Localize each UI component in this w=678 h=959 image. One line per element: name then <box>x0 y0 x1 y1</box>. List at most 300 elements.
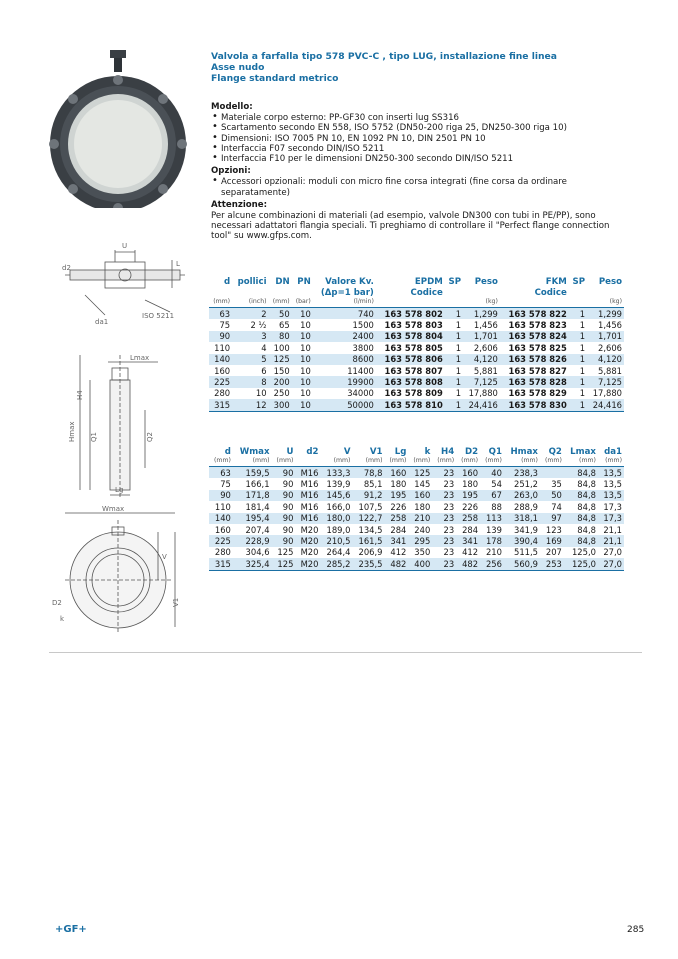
table-cell: 17,880 <box>592 388 622 399</box>
front-view-drawing <box>50 505 190 635</box>
table-cell: 253 <box>540 558 564 570</box>
table-cell: 24,416 <box>587 399 624 411</box>
table-cell: 54 <box>491 479 502 490</box>
table-cell: 3 <box>232 331 268 342</box>
table-cell: 7,125 <box>463 376 500 387</box>
table-cell <box>540 467 564 479</box>
table-cell: 1 <box>579 388 586 399</box>
table-cell: 264,4 <box>326 547 351 558</box>
column-unit: (mm) <box>485 457 502 464</box>
table-cell: 163 578 828 <box>500 376 569 387</box>
table-cell: 13,5 <box>603 479 622 490</box>
column-header: Lmax <box>570 446 596 457</box>
table-cell: 75 <box>220 479 231 490</box>
column-header: d2 <box>306 446 319 457</box>
table-cell: 7,125 <box>587 376 624 387</box>
table-cell: 341,9 <box>514 524 538 535</box>
table-cell: 17,880 <box>468 388 498 399</box>
column-header: Q1 <box>488 446 502 457</box>
table-cell: 256 <box>480 558 504 570</box>
table-cell: 27,0 <box>603 547 622 558</box>
table-cell: 163 578 802 <box>376 308 445 320</box>
table-cell: 21,1 <box>603 524 622 535</box>
table-cell: 318,1 <box>504 513 540 524</box>
table-cell: 180 <box>390 479 407 490</box>
table-row <box>209 467 624 479</box>
table-cell: 90 <box>282 479 294 490</box>
column-header: Wmax <box>239 446 270 457</box>
table-cell: 341 <box>385 535 409 546</box>
table-cell: 2,606 <box>473 342 498 353</box>
column-unit: (kg) <box>485 298 498 305</box>
table-cell: 90 <box>272 535 296 546</box>
table-cell: 34000 <box>347 388 374 399</box>
column-unit: (mm) <box>437 457 455 464</box>
drawing-label-v1: V1 <box>172 597 180 607</box>
table-cell: 325,4 <box>233 558 272 570</box>
table-cell: 123 <box>545 524 562 535</box>
table-cell: 159,5 <box>233 467 272 479</box>
table-cell: 5,881 <box>598 365 622 376</box>
column-unit: (mm) <box>276 457 294 464</box>
table-row <box>209 490 624 501</box>
table-cell: 8600 <box>313 354 376 365</box>
drawing-label-q2: Q2 <box>146 432 154 442</box>
table-cell: 195,4 <box>233 513 272 524</box>
table-cell: 125 <box>269 354 292 365</box>
table-cell: 1 <box>455 388 462 399</box>
table-cell: 85,1 <box>363 479 383 490</box>
table-cell: 226 <box>462 501 479 512</box>
table-cell: 2 <box>232 308 268 320</box>
table-cell: 23 <box>443 524 455 535</box>
table-cell: 169 <box>540 535 564 546</box>
table-cell: 23 <box>432 535 456 546</box>
column-unit <box>569 298 587 308</box>
table-cell: 206,9 <box>358 547 383 558</box>
table-row <box>209 535 624 546</box>
table-cell: 23 <box>432 558 456 570</box>
table-cell: 84,8 <box>564 513 598 524</box>
table-cell: 90 <box>209 331 232 342</box>
opzioni-list <box>211 177 631 197</box>
column-header: Valore Kv. <box>325 276 374 287</box>
table-cell: 145 <box>414 479 431 490</box>
table-cell: 1,701 <box>463 331 500 342</box>
table-row <box>209 308 624 320</box>
table-cell: 23 <box>443 501 455 512</box>
table-cell: 84,8 <box>577 501 596 512</box>
table-row <box>209 376 624 387</box>
table-row <box>209 388 624 399</box>
drawing-label-q1: Q1 <box>90 432 98 442</box>
product-title: Valvola a farfalla tipo 578 PVC-C , tipo LUG, installazione fine linea <box>211 51 557 62</box>
column-header: Codice <box>410 287 443 298</box>
table-cell: 78,8 <box>352 467 384 479</box>
table-cell: 4 <box>261 342 267 353</box>
table-cell: 181,4 <box>245 501 270 512</box>
table-cell: 12 <box>232 399 268 411</box>
table-cell: 133,3 <box>320 467 352 479</box>
table-cell: 210 <box>408 513 432 524</box>
table-row <box>209 478 624 489</box>
table-cell: 163 578 825 <box>508 342 567 353</box>
attenzione-text <box>211 211 631 242</box>
table-cell: M16 <box>295 467 320 479</box>
table-cell: 1 <box>569 376 587 387</box>
table-cell: 195 <box>385 490 409 501</box>
table-cell: 139,9 <box>326 479 351 490</box>
table-cell: 163 578 810 <box>376 399 445 411</box>
table-cell: 17,3 <box>598 513 624 524</box>
table-cell: 225 <box>209 535 233 546</box>
table-cell: 1 <box>569 399 587 411</box>
table-cell: 171,8 <box>233 490 272 501</box>
drawing-label-d2: d2 <box>62 264 71 272</box>
column-unit: (mm) <box>461 457 479 464</box>
table-cell: 67 <box>480 490 504 501</box>
table-cell: 110 <box>214 342 231 353</box>
column-unit: (bar) <box>295 298 311 305</box>
column-unit: (mm) <box>544 457 562 464</box>
table-cell: 263,0 <box>504 490 540 501</box>
opzioni-item <box>221 177 631 197</box>
column-header: Q2 <box>548 446 562 457</box>
table-cell: 2 ½ <box>250 320 267 331</box>
table-cell: 200 <box>269 376 292 387</box>
table-cell: 84,8 <box>564 467 598 479</box>
table-cell: 90 <box>272 467 296 479</box>
table-cell: 189,0 <box>326 524 351 535</box>
table-cell: 10 <box>300 388 311 399</box>
column-unit: (inch) <box>248 298 267 305</box>
table-cell: M20 <box>300 524 319 535</box>
table-cell: 10 <box>300 365 311 376</box>
table-cell: 1,701 <box>587 331 624 342</box>
table-cell: 4,120 <box>587 354 624 365</box>
table-cell: 90 <box>272 490 296 501</box>
table-cell: 125 <box>277 547 294 558</box>
table-cell: 50 <box>269 308 292 320</box>
table-cell: 113 <box>480 513 504 524</box>
column-unit <box>500 298 569 308</box>
modello-item: • Scartamento secondo EN 558, ISO 5752 (DN50-200 riga 25, DN250-300 riga 10) <box>221 123 631 133</box>
table-cell: 10 <box>292 308 313 320</box>
opzioni-heading: Opzioni: <box>211 166 251 177</box>
table-cell: 1 <box>569 308 587 320</box>
table-cell: 482 <box>456 558 480 570</box>
table-cell: 84,8 <box>577 524 596 535</box>
table-cell: 163 578 824 <box>500 331 569 342</box>
column-header: Lg <box>394 446 407 457</box>
table-cell: 315 <box>209 558 233 570</box>
table-cell: 280 <box>214 388 231 399</box>
drawing-label-h4: H4 <box>76 390 84 400</box>
table-cell: M20 <box>295 558 320 570</box>
dimensions-table-header <box>209 446 624 457</box>
table-cell: 10 <box>300 320 311 331</box>
table-cell: 341 <box>456 535 480 546</box>
table-cell: 163 578 803 <box>384 320 443 331</box>
table-row <box>209 319 624 330</box>
table-cell: 163 578 808 <box>376 376 445 387</box>
dimensions-table-units <box>209 457 624 467</box>
table-cell: M16 <box>300 501 319 512</box>
table-cell: 482 <box>385 558 409 570</box>
table-cell: 50000 <box>313 399 376 411</box>
modello-heading: Modello: <box>211 102 253 112</box>
top-view-drawing <box>60 240 190 330</box>
table-cell: 134,5 <box>358 524 383 535</box>
product-subtitle-1: Asse nudo <box>211 62 265 74</box>
column-header: (Δp=1 bar) <box>320 287 374 298</box>
column-header: Peso <box>598 276 622 287</box>
table-row <box>209 547 624 558</box>
table-cell: 84,8 <box>564 535 598 546</box>
table-cell: 160 <box>456 467 480 479</box>
table-cell: 163 578 823 <box>508 320 567 331</box>
table-cell: M16 <box>295 513 320 524</box>
column-unit: (mm) <box>579 457 596 464</box>
table-cell: 511,5 <box>514 547 538 558</box>
table-cell: 226 <box>390 501 407 512</box>
table-cell: 225 <box>209 376 232 387</box>
column-header <box>292 287 313 298</box>
column-header: SP <box>572 276 586 287</box>
table-cell: 11400 <box>347 365 374 376</box>
table-cell: M16 <box>295 490 320 501</box>
table-cell: 160 <box>408 490 432 501</box>
table-cell: 412 <box>462 547 479 558</box>
table-cell: 88 <box>491 501 502 512</box>
table-cell: 258 <box>456 513 480 524</box>
column-unit: (mm) <box>213 298 231 305</box>
divider <box>49 652 642 653</box>
table-cell: 180,0 <box>320 513 352 524</box>
table-cell: 100 <box>273 342 290 353</box>
table-cell: 50 <box>540 490 564 501</box>
table-cell: 125 <box>408 467 432 479</box>
column-unit <box>295 457 320 467</box>
table-cell: 150 <box>273 365 290 376</box>
table-cell: 1 <box>445 399 463 411</box>
column-header: V1 <box>369 446 383 457</box>
table-cell: 400 <box>408 558 432 570</box>
table-cell: 35 <box>551 479 562 490</box>
table-cell: 1 <box>579 320 586 331</box>
table-cell: 350 <box>414 547 431 558</box>
table-row <box>209 501 624 512</box>
column-header <box>569 287 587 298</box>
column-header <box>587 287 624 298</box>
modello-item: • Dimensioni: ISO 7005 PN 10, EN 1092 PN 10, DIN 2501 PN 10 <box>221 134 631 144</box>
modello-item: • Interfaccia F10 per le dimensioni DN250-300 secondo DIN/ISO 5211 <box>221 154 631 164</box>
drawing-label-l: L <box>176 260 180 268</box>
table-cell: 163 578 822 <box>500 308 569 320</box>
table-cell: 23 <box>432 513 456 524</box>
table-cell: 163 578 804 <box>376 331 445 342</box>
attenzione-line1: Per alcune combinazioni di materiali (ad esempio, valvole DN300 con tubi in PE/PP), sono <box>211 211 596 222</box>
table-cell: 10 <box>292 354 313 365</box>
table-cell: 90 <box>282 501 294 512</box>
drawing-label-wmax: Wmax <box>102 505 125 513</box>
side-view-drawing <box>60 350 170 500</box>
table-cell: 8 <box>232 376 268 387</box>
table-cell: 24,416 <box>463 399 500 411</box>
table-cell: 284 <box>462 524 479 535</box>
opzioni-item-line2: separatamente) <box>221 187 291 198</box>
table-cell: 207,4 <box>245 524 270 535</box>
column-header <box>232 287 268 298</box>
dimensions-table <box>209 446 624 571</box>
column-header: d <box>223 276 231 287</box>
table-cell: 412 <box>390 547 407 558</box>
table-cell: 160 <box>214 524 231 535</box>
modello-item: • Materiale corpo esterno: PP-GF30 con inserti lug SS316 <box>221 113 631 123</box>
table-cell: 110 <box>214 501 231 512</box>
table-cell: 1 <box>579 365 586 376</box>
table-cell: 125,0 <box>564 558 598 570</box>
column-header: Codice <box>534 287 567 298</box>
column-header: da1 <box>604 446 622 457</box>
table-cell: 258 <box>385 513 409 524</box>
column-header: d <box>224 446 231 457</box>
table-cell: 1 <box>455 320 462 331</box>
column-unit: (mm) <box>413 457 431 464</box>
column-unit: (kg) <box>609 298 622 305</box>
table-cell: 10 <box>292 331 313 342</box>
table-cell: 178 <box>480 535 504 546</box>
codes-table-header <box>209 276 624 287</box>
column-unit: (l/min) <box>353 298 374 305</box>
table-cell: 285,2 <box>320 558 352 570</box>
table-cell: 238,3 <box>504 467 540 479</box>
table-row <box>209 558 624 570</box>
drawing-label-v: V <box>162 553 167 561</box>
table-cell: 560,9 <box>504 558 540 570</box>
drawing-label-u: U <box>122 242 128 250</box>
table-cell: 145,6 <box>320 490 352 501</box>
column-header: H4 <box>441 446 455 457</box>
table-cell: 1 <box>455 342 462 353</box>
column-header <box>463 287 500 298</box>
table-cell: 1,299 <box>587 308 624 320</box>
table-cell: 304,6 <box>245 547 270 558</box>
column-unit <box>376 298 445 308</box>
table-cell: 75 <box>219 320 231 331</box>
drawing-label-lmax: Lmax <box>130 354 150 362</box>
column-header <box>269 287 292 298</box>
table-row <box>209 354 624 365</box>
table-cell: 1 <box>569 331 587 342</box>
table-cell: 6 <box>261 365 267 376</box>
table-row <box>209 331 624 342</box>
table-cell: 163 578 805 <box>384 342 443 353</box>
table-cell: 160 <box>214 365 231 376</box>
table-cell: 21,1 <box>598 535 624 546</box>
column-header: k <box>424 446 431 457</box>
table-cell: 280 <box>214 547 231 558</box>
drawing-label-lg: Lg <box>115 486 124 494</box>
table-cell: 1 <box>445 376 463 387</box>
table-cell: 250 <box>273 388 290 399</box>
drawing-label-iso: ISO 5211 <box>142 312 175 320</box>
table-cell: 122,7 <box>352 513 384 524</box>
column-unit: (mm) <box>252 457 270 464</box>
table-cell: 160 <box>385 467 409 479</box>
attenzione-heading: Attenzione: <box>211 199 268 210</box>
table-cell: 23 <box>432 467 456 479</box>
table-cell: 90 <box>282 524 294 535</box>
table-cell: 288,9 <box>514 501 538 512</box>
table-cell: 163 578 827 <box>508 365 567 376</box>
table-cell: 84,8 <box>564 490 598 501</box>
page-number: 285 <box>627 925 645 935</box>
table-cell: 107,5 <box>358 501 383 512</box>
drawing-label-da1: da1 <box>95 318 109 326</box>
table-cell: 27,0 <box>598 558 624 570</box>
column-header: D2 <box>464 446 479 457</box>
table-cell: 1 <box>579 342 586 353</box>
column-header: FKM <box>545 276 567 287</box>
table-row <box>209 524 624 535</box>
modello-item: • Interfaccia F07 secondo DIN/ISO 5211 <box>221 144 631 154</box>
table-cell: 1 <box>445 354 463 365</box>
table-cell: 63 <box>209 467 233 479</box>
table-cell: 228,9 <box>233 535 272 546</box>
table-cell: 1500 <box>352 320 374 331</box>
valve-product-photo <box>38 48 198 208</box>
table-cell: 10 <box>300 342 311 353</box>
table-cell: 166,0 <box>326 501 351 512</box>
table-cell: 251,2 <box>514 479 538 490</box>
table-cell: 2400 <box>313 331 376 342</box>
table-cell: 1 <box>445 308 463 320</box>
column-unit <box>445 298 463 308</box>
table-cell: 163 578 806 <box>376 354 445 365</box>
table-cell: 23 <box>432 490 456 501</box>
column-unit: (mm) <box>365 457 383 464</box>
table-cell: 3800 <box>352 342 374 353</box>
drawing-label-d2b: D2 <box>52 599 62 607</box>
codes-table <box>209 276 624 412</box>
table-cell: 210,5 <box>320 535 352 546</box>
table-cell: M20 <box>300 547 319 558</box>
table-cell: 125,0 <box>571 547 596 558</box>
column-header: DN <box>275 276 290 287</box>
table-cell: 140 <box>209 513 233 524</box>
table-cell: 166,1 <box>245 479 270 490</box>
table-cell: 295 <box>408 535 432 546</box>
drawing-label-hmax: Hmax <box>68 421 76 442</box>
table-cell: 5 <box>232 354 268 365</box>
table-row <box>209 399 624 411</box>
column-unit: (mm) <box>214 457 231 464</box>
table-cell: 17,3 <box>603 501 622 512</box>
table-cell: 91,2 <box>352 490 384 501</box>
table-cell: 1,299 <box>463 308 500 320</box>
description-block <box>211 100 631 242</box>
column-unit: (mm) <box>272 298 290 305</box>
attenzione-line3: tool" su www.gfps.com. <box>211 231 312 242</box>
column-header: U <box>286 446 294 457</box>
column-header: Hmax <box>510 446 538 457</box>
table-cell: 74 <box>551 501 562 512</box>
table-cell: 163 578 826 <box>500 354 569 365</box>
drawing-label-k: k <box>60 615 65 623</box>
table-cell: 139 <box>485 524 502 535</box>
table-cell: 90 <box>272 513 296 524</box>
